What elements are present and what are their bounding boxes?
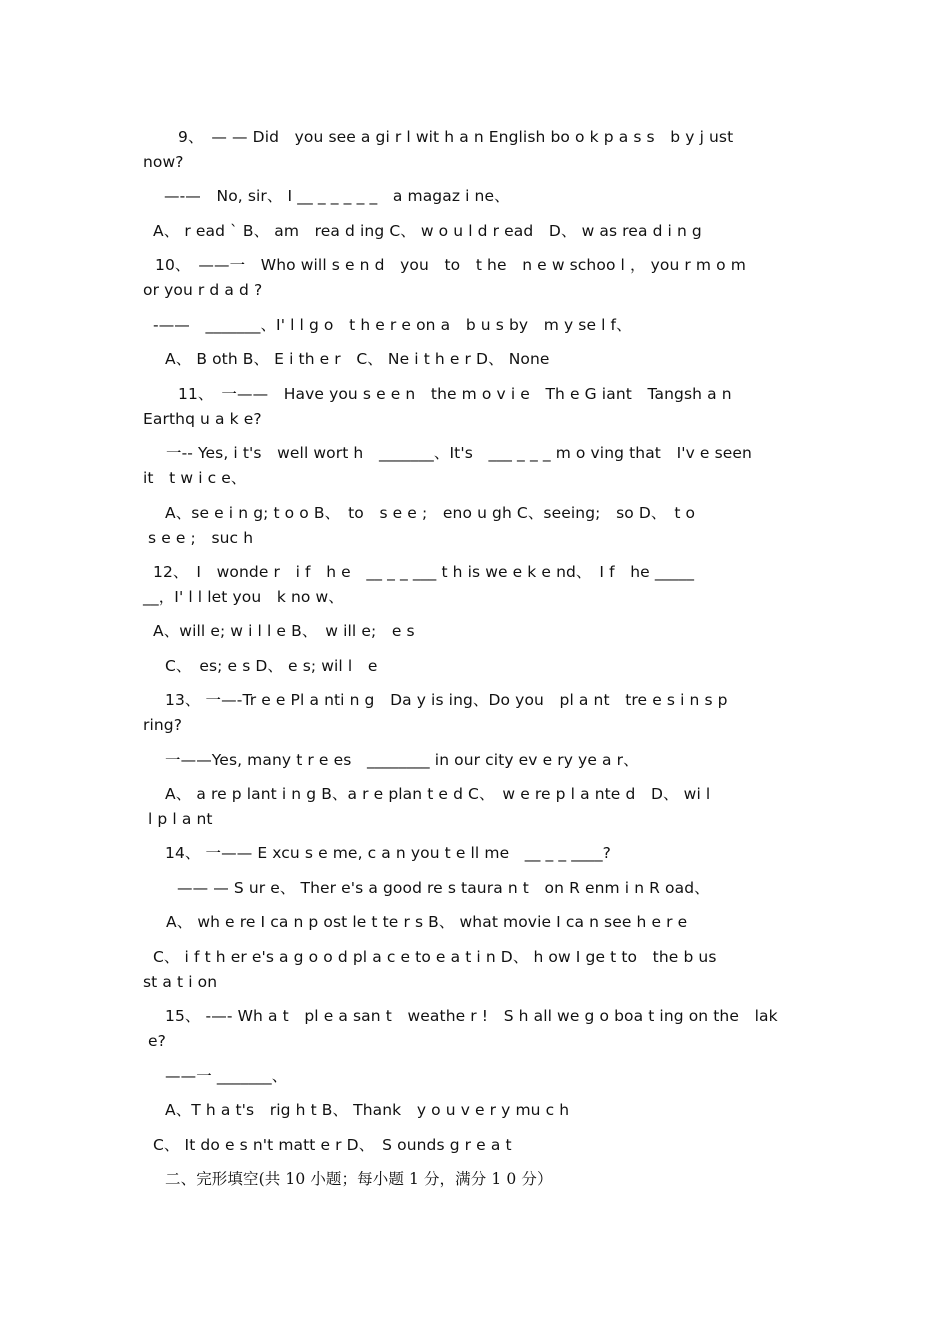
- q12-question: 12、 I wonde r i f h e __ _ _ ___ t h is we e k e nd、 I f he _____: [153, 563, 695, 581]
- q14-options-cont: st a t i on: [143, 973, 218, 991]
- q11-options-cont: s e e ; suc h: [148, 529, 254, 547]
- q10-question-cont: or you r d a d ?: [143, 281, 263, 299]
- section-heading-cloze: 二、完形填空(共 10 小题；每小题 1 分，满分 1 0 分）: [165, 1170, 553, 1188]
- q11-options: A、se e i n g; t o o B、 to s e e ; eno u gh C、seeing; so D、 t o: [165, 504, 696, 522]
- q10-answer-line: -—— _______、I' l l g o t h e r e on a b u s by m y se l f、: [153, 316, 632, 334]
- q15-question-cont: e?: [148, 1032, 166, 1050]
- q9-answer-line: —-— No, sir、 I __ _ _ _ _ _ a magaz i ne、: [164, 187, 510, 205]
- q11-question-cont: Earthq u a k e?: [143, 410, 262, 428]
- q12-options-cd: C、 es; e s D、 e s; wil l e: [165, 657, 378, 675]
- q11-answer-line-cont: it t w i c e、: [143, 469, 247, 487]
- q10-question: 10、 ——一 Who will s e n d you to t he n e w schoo l ， you r m o m: [155, 256, 746, 274]
- q9-question: 9、 — — Did you see a gi r l wit h a n English bo o k p a s s b y j ust: [178, 128, 734, 146]
- q14-question: 14、 一—— E xcu s e me, c a n you t e ll me __ _ _ ____?: [165, 844, 612, 862]
- q12-options-ab: A、will e; w i l l e B、 w ill e; e s: [153, 622, 415, 640]
- q13-answer-line: 一——Yes, many t r e es ________ in our city ev e ry ye a r、: [165, 751, 639, 769]
- q14-answer-line: —— — S ur e、 Ther e's a good re s taura n t on R enm i n R oad、: [177, 879, 710, 897]
- q15-options-cd: C、 It do e s n't matt e r D、 S ounds g r e a t: [153, 1136, 512, 1154]
- q13-options-cont: l p l a nt: [148, 810, 213, 828]
- q12-question-cont: __，I' l l let you k no w、: [143, 588, 344, 606]
- q9-question-cont: now?: [143, 153, 184, 171]
- q14-options-ab: A、 wh e re I ca n p ost le t te r s B、 what movie I ca n see h e r e: [166, 913, 688, 931]
- q13-question-cont: ring?: [143, 716, 183, 734]
- q11-answer-line: 一-- Yes, i t's well wort h _______、It's ___ _ _ _ m o ving that I'v e seen: [166, 444, 752, 462]
- q10-options: A、 B oth B、 E i th e r C、 Ne i t h e r D、 None: [165, 350, 550, 368]
- q9-options: A、 r ead ` B、 am rea d ing C、 w o u l d r ead D、 w as rea d i n g: [153, 222, 702, 240]
- q13-question: 13、 一—-Tr e e Pl a nti n g Da y is ing、Do you pl a nt tre e s i n s p: [165, 691, 728, 709]
- q15-options-ab: A、T h a t's rig h t B、 Thank y o u v e r y mu c h: [165, 1101, 570, 1119]
- q15-answer-line: ——一 _______、: [165, 1067, 288, 1085]
- q13-options: A、 a re p lant i n g B、a r e plan t e d C、 w e re p l a nte d D、 wi l: [165, 785, 711, 803]
- q15-question: 15、 -—- Wh a t pl e a san t weathe r ! S h all we g o boa t ing on the lak: [165, 1007, 778, 1025]
- q11-question: 11、 一—— Have you s e e n the m o v i e Th e G iant Tangsh a n: [178, 385, 732, 403]
- q14-options-cd: C、 i f t h er e's a g o o d pl a c e to e a t i n D、 h ow I ge t to the b us: [153, 948, 717, 966]
